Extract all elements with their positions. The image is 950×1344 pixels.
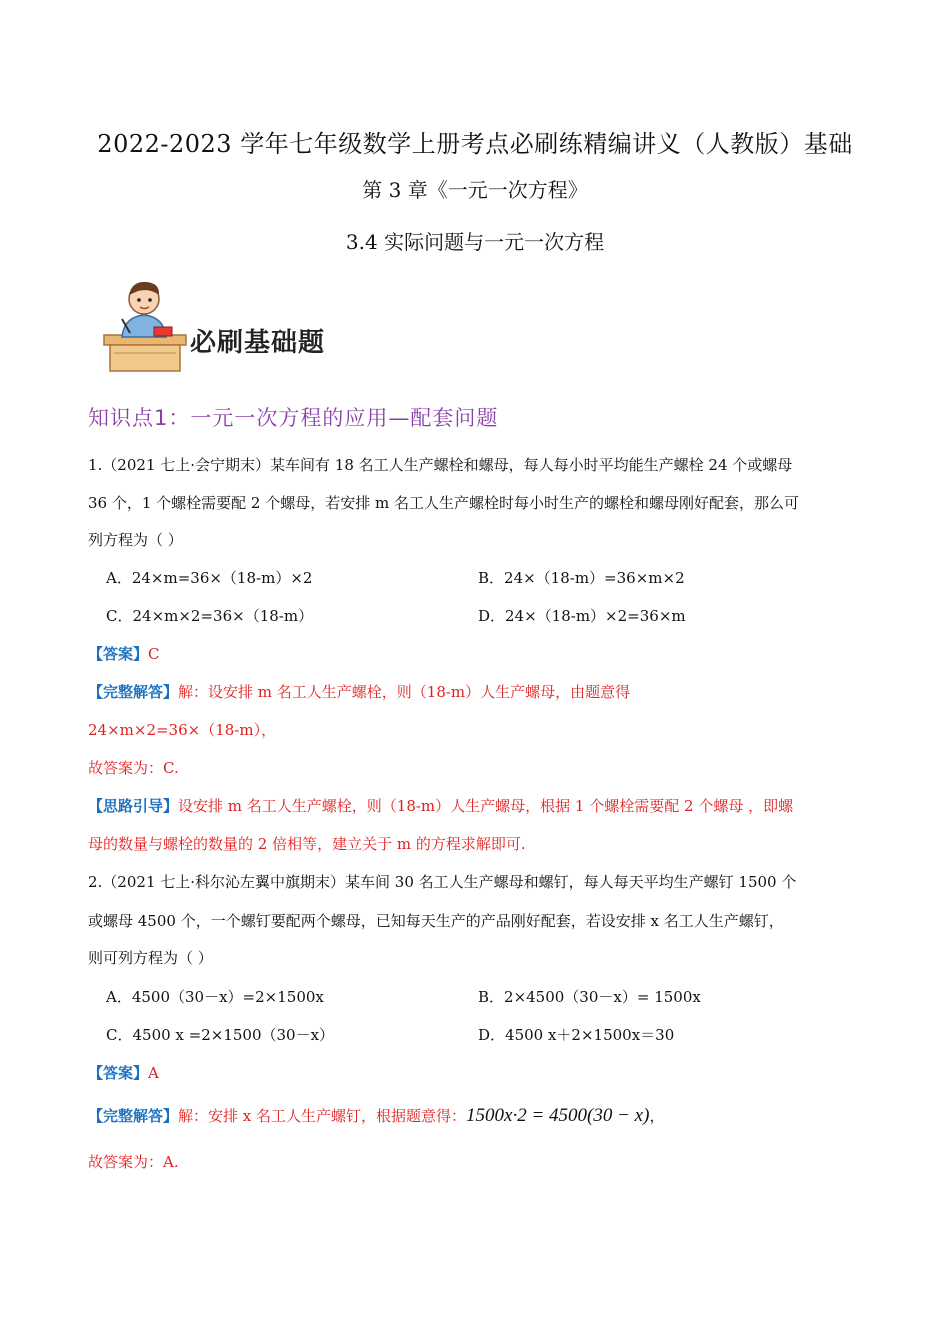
q2-option-a: A．4500（30－x）=2×1500x	[106, 988, 324, 1006]
q2-solution-text: 解：安排 x 名工人生产螺钉，根据题意得：	[178, 1107, 467, 1125]
section-title: 3.4 实际问题与一元一次方程	[345, 230, 605, 254]
chapter-title: 第 3 章《一元一次方程》	[362, 178, 588, 202]
q1-stem-line-2: 36 个，1 个螺栓需要配 2 个螺母，若安排 m 名工人生产螺栓时每小时生产的螺栓和螺母刚好配套，那么可	[88, 494, 800, 512]
q1-solution-tag: 【完整解答】	[88, 683, 179, 701]
q2-equation-suffix: ，	[649, 1107, 665, 1125]
q1-option-c: C．24×m×2=36×（18-m）	[106, 607, 314, 625]
q2-solution	[88, 1106, 664, 1126]
q1-stem-line-3: 列方程为（ ）	[88, 531, 183, 549]
q1-answer-tag: 【答案】	[88, 645, 149, 663]
q2-solution-conclusion: 故答案为：A.	[88, 1153, 179, 1171]
document-title: 2022-2023 学年七年级数学上册考点必刷练精编讲义（人教版）基础	[97, 130, 853, 158]
q2-answer-tag: 【答案】	[88, 1064, 149, 1082]
q2-answer	[88, 1063, 159, 1083]
section-badge-label: 必刷基础题	[190, 328, 326, 358]
q2-solution-tag: 【完整解答】	[88, 1107, 179, 1125]
q1-hint-text: 设安排 m 名工人生产螺栓，则（18-m）人生产螺母，根据 1 个螺栓需要配 2 个螺母 ，即螺	[178, 797, 794, 815]
q1-option-a: A．24×m=36×（18-m）×2	[106, 569, 313, 587]
q2-stem-line-3: 则可列方程为（ ）	[88, 949, 213, 967]
q2-stem-line-1: 2.（2021 七上·科尔沁左翼中旗期末）某车间 30 名工人生产螺母和螺钉，每人每天平均生产螺钉 1500 个	[88, 873, 797, 891]
q2-option-c: C．4500 x =2×1500（30－x）	[106, 1026, 335, 1044]
q1-stem-line-1: 1.（2021 七上·会宁期末）某车间有 18 名工人生产螺栓和螺母，每人每小时平均能生产螺栓 24 个或螺母	[88, 456, 793, 474]
q1-hint	[88, 796, 793, 816]
q1-option-b: B．24×（18-m）=36×m×2	[478, 569, 685, 587]
q1-solution-conclusion: 故答案为：C.	[88, 759, 179, 777]
q2-equation: 1500x·2 = 4500(30 − x)	[466, 1105, 650, 1126]
q1-solution-text: 解：设安排 m 名工人生产螺栓，则（18-m）人生产螺母，由题意得	[178, 683, 631, 701]
knowledge-point-heading: 知识点1：一元一次方程的应用—配套问题	[88, 406, 499, 430]
q1-answer	[88, 644, 160, 664]
q1-solution	[88, 682, 630, 702]
q1-hint-tag: 【思路引导】	[88, 797, 179, 815]
q1-option-d: D．24×（18-m）×2=36×m	[478, 607, 686, 625]
q2-answer-value: A	[148, 1064, 159, 1082]
q2-stem-line-2: 或螺母 4500 个，一个螺钉要配两个螺母，已知每天生产的产品刚好配套，若设安排 x 名工人生产螺钉，	[88, 912, 784, 930]
q2-option-d: D．4500 x＋2×1500x＝30	[478, 1026, 675, 1044]
q1-answer-value: C	[148, 645, 160, 663]
q2-option-b: B．2×4500（30－x）= 1500x	[478, 988, 701, 1006]
q1-solution-equation: 24×m×2=36×（18-m），	[88, 721, 277, 739]
q1-hint-line-2: 母的数量与螺栓的数量的 2 倍相等，建立关于 m 的方程求解即可.	[88, 835, 526, 853]
